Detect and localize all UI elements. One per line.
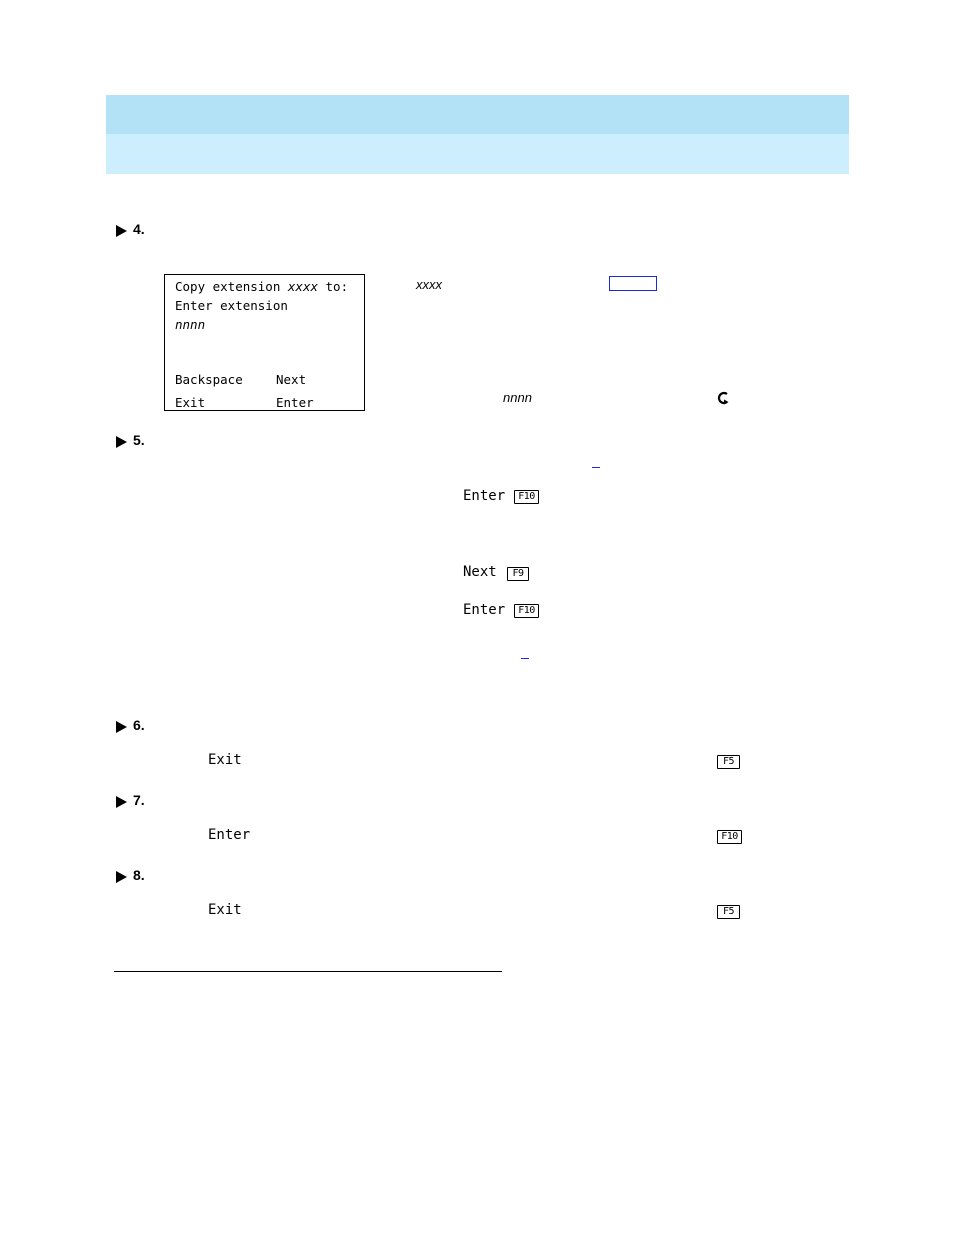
step-number: 4.	[133, 221, 145, 237]
exit-label: Exit	[208, 752, 242, 768]
return-arrow-icon	[715, 390, 731, 406]
display-enter[interactable]: Enter	[276, 395, 314, 410]
footnote-rule	[114, 971, 502, 972]
link-tick[interactable]	[521, 658, 529, 659]
step-arrow-icon	[116, 796, 127, 808]
f5-key[interactable]: F5	[717, 755, 740, 769]
xxxx-variable: xxxx	[416, 277, 442, 292]
display-line-1: Copy extension xxxx to:	[175, 279, 349, 294]
step-5	[116, 431, 145, 449]
step-arrow-icon	[116, 871, 127, 883]
display-line-2: Enter extension	[175, 298, 288, 313]
display-next[interactable]: Next	[276, 372, 307, 387]
display-backspace[interactable]: Backspace	[175, 372, 243, 387]
step-number: 7.	[133, 792, 145, 808]
display-exit[interactable]: Exit	[175, 395, 206, 410]
step-arrow-icon	[116, 436, 127, 448]
step-arrow-icon	[116, 721, 127, 733]
display-line-3: nnnn	[175, 317, 206, 332]
enter-label: Enter	[463, 602, 506, 618]
f10-key[interactable]: F10	[514, 490, 539, 504]
nnnn-variable: nnnn	[503, 390, 532, 405]
step-number: 8.	[133, 867, 145, 883]
step-6	[116, 716, 145, 734]
step-7	[116, 791, 145, 809]
step-arrow-icon	[116, 225, 127, 237]
exit-label: Exit	[208, 902, 242, 918]
header-band-top	[106, 95, 849, 134]
f10-key[interactable]: F10	[514, 604, 539, 618]
step-8	[116, 866, 145, 884]
step-4	[116, 220, 145, 238]
display-screen	[164, 274, 365, 411]
f5-key[interactable]: F5	[717, 905, 740, 919]
step-number: 6.	[133, 717, 145, 733]
enter-label: Enter	[463, 488, 506, 504]
header-band-bottom	[106, 134, 849, 174]
next-label: Next	[463, 564, 497, 580]
f9-key[interactable]: F9	[507, 567, 529, 581]
f10-key[interactable]: F10	[717, 830, 742, 844]
enter-label: Enter	[208, 827, 251, 843]
step-number: 5.	[133, 432, 145, 448]
extension-variable: xxxx	[287, 279, 318, 294]
link-tick[interactable]	[592, 467, 600, 468]
link-box[interactable]	[609, 276, 657, 291]
